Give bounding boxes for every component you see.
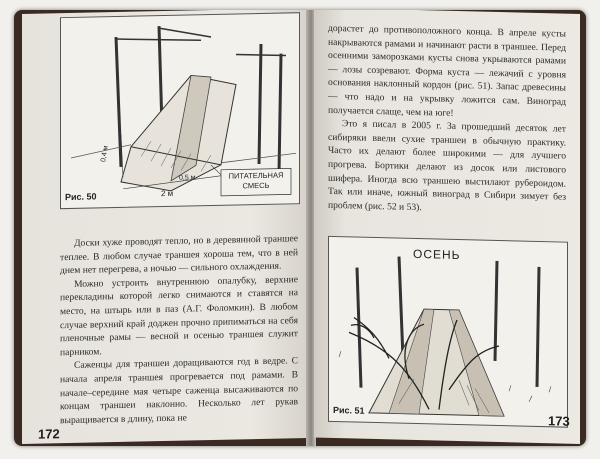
figure-51	[328, 236, 568, 428]
figure-50	[60, 12, 300, 209]
right-page	[314, 10, 580, 444]
photo-frame	[14, 10, 586, 446]
autumn-trench-illustration	[329, 237, 567, 427]
dim-height: 0,4 м	[100, 145, 110, 163]
paragraph: Саженцы для траншеи доращиваются год в ведре. С начала апреля траншея прогревается под рамами. В начале–середине мая четыре саженца высаживаются по концам траншеи наклонно. Несколько лет рукав выращивается в длину, пока не	[60, 355, 298, 426]
page-number-left: 172	[38, 426, 60, 442]
paragraph: Это я писал в 2005 г. За прошедший десяток лет сибиряки ввели сухие траншеи в обычную практику. Часто их делают более широкими — для лучшего прогрева. Бортики делают из досок или листового шифера. Иногда всю траншею выстилают рубероидом. Так или иначе, южный виноград в Сибири зимует без проблем (рис. 52 и 53).	[328, 118, 566, 213]
dim-bottom: 0,5 м	[179, 174, 196, 182]
left-page	[22, 10, 308, 444]
paragraph: Доски хуже проводят тепло, но в деревянной траншее теплее. В любом случае траншея хороша тем, что в ней днем нет перегрева, а ночью — сильного охлаждения.	[60, 233, 298, 277]
right-page-text	[328, 22, 566, 218]
dim-width: 2 м	[161, 188, 174, 199]
left-page-text	[60, 232, 298, 427]
figure-51-caption: Рис. 51	[333, 404, 365, 416]
paragraph: дорастет до противоположного конца. В апреле кусты накрываются рамами и начинают расти в траншее. Перед осенними заморозками кусты снова укрываются рамами — лозы созревают. Форма куста — лежачий с уровня основания наклонный кордон (рис. 51). Запас древесины — что надо и на укрывку ложится сам. Виноград получается слаще, чем на юге!	[328, 22, 566, 119]
nutrient-label: ПИТАТЕЛЬНАЯ СМЕСЬ	[228, 170, 284, 191]
page-number-right: 173	[548, 413, 570, 429]
figure-50-caption: Рис. 50	[65, 191, 97, 203]
paragraph: Можно устроить внутреннюю опалубку, верхние перекладины которой легко снимаются и ставятся на место, на штырь или в паз (А.Г. Фоломкин). В любом случае верхний край доджен прочно припиматься на себя пленочные рамы — весной и осенью траншея служит парником.	[60, 273, 298, 358]
figure-51-title: ОСЕНЬ	[413, 246, 461, 263]
